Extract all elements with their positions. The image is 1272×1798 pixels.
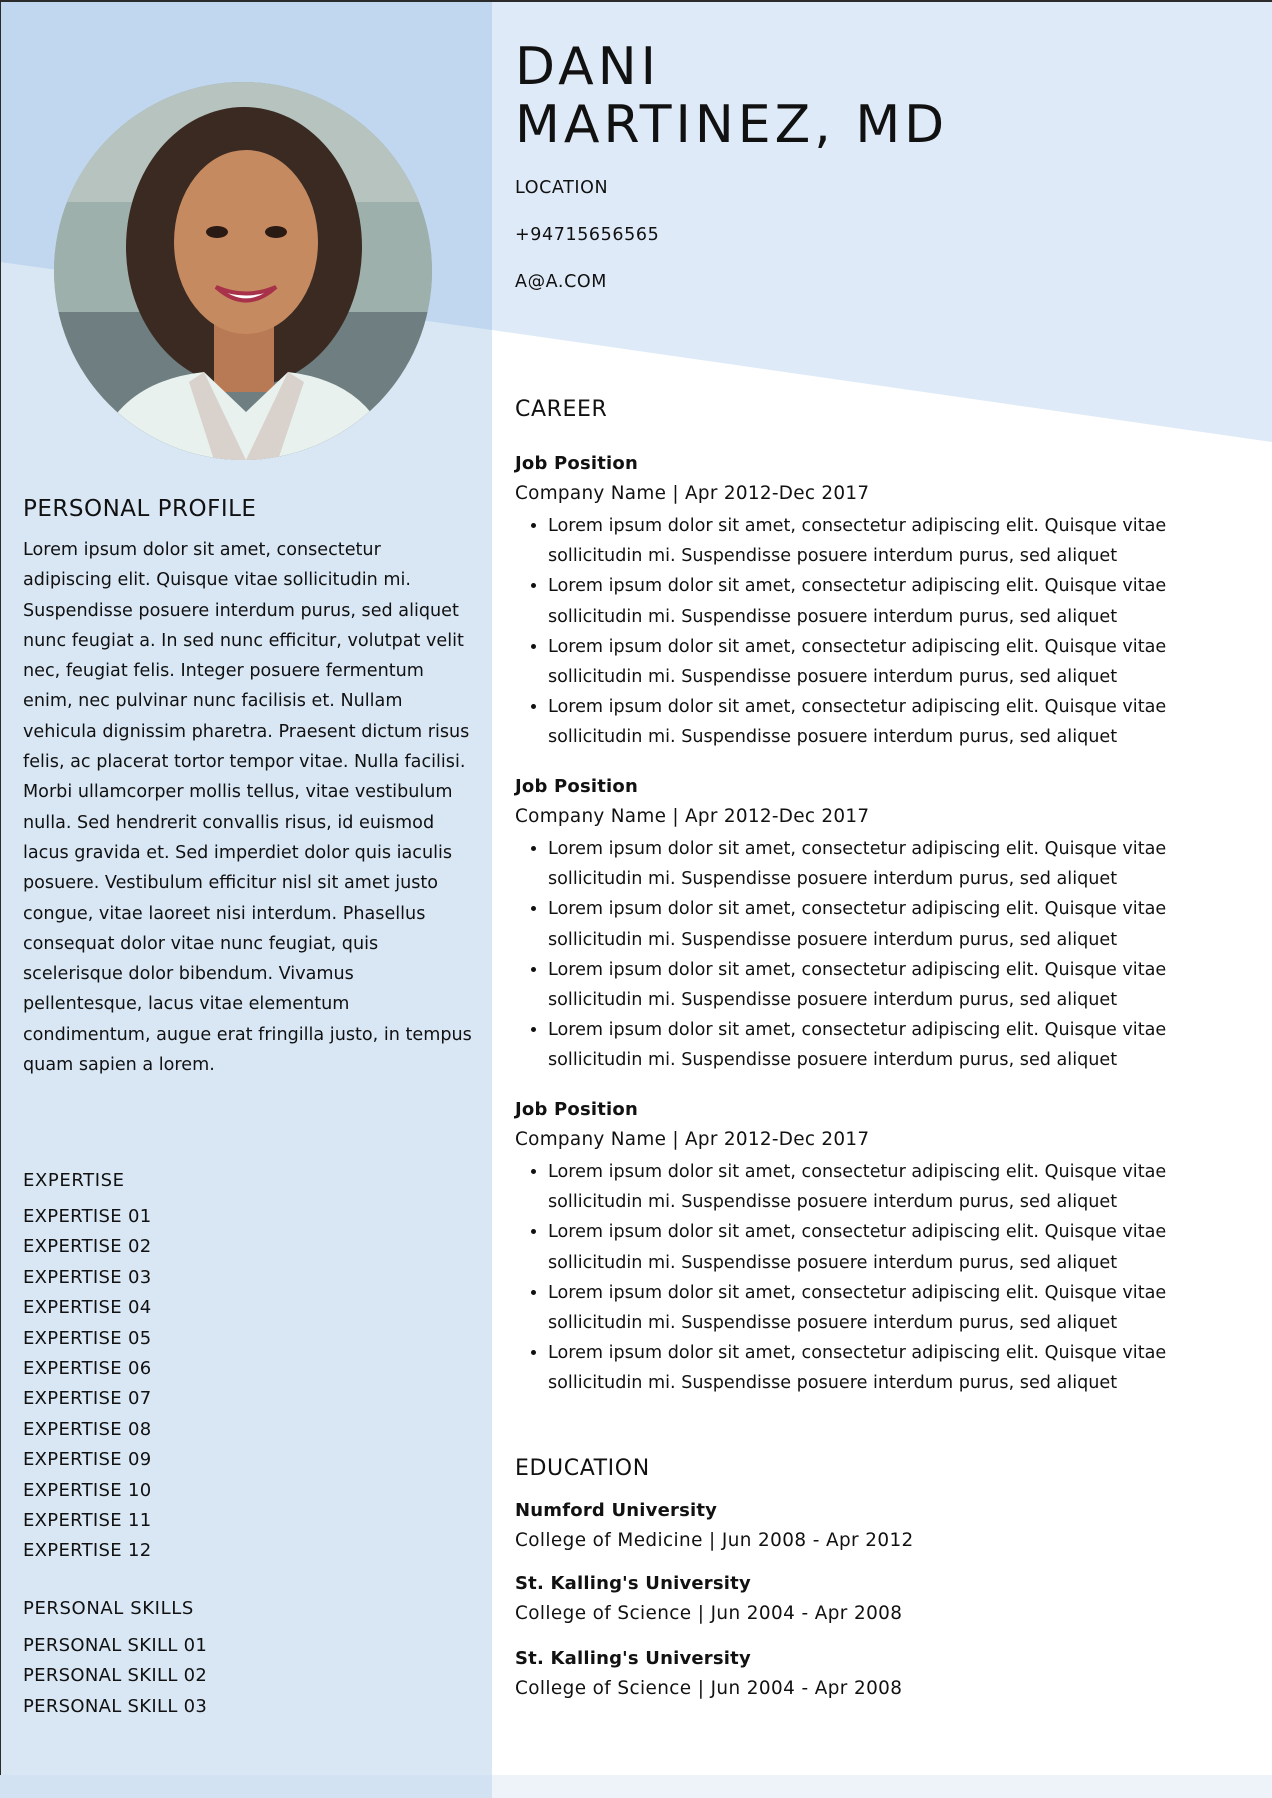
education-entry <box>515 1569 1255 1629</box>
job-entry <box>515 772 1255 1076</box>
phone-text: +94715656565 <box>515 225 660 245</box>
school-name: Numford University <box>515 1500 718 1521</box>
job-company: Company Name | Apr 2012-Dec 2017 <box>515 1129 870 1150</box>
job-bullets <box>515 834 1255 1076</box>
list-item: PERSONAL SKILL 01 <box>23 1635 208 1656</box>
school-detail: College of Medicine | Jun 2008 - Apr 2012 <box>515 1530 914 1551</box>
list-item: • Lorem ipsum dolor sit amet, consectetur adipiscing elit. Quisque vitae sollicitudin mi. Suspendisse posuere interdum purus, sed aliquet <box>548 1278 1255 1338</box>
expertise-list <box>23 1202 151 1567</box>
list-item: • Lorem ipsum dolor sit amet, consectetur adipiscing elit. Quisque vitae sollicitudin mi. Suspendisse posuere interdum purus, sed aliquet <box>548 955 1255 1015</box>
list-item: PERSONAL SKILL 02 <box>23 1665 208 1687</box>
profile-text: Lorem ipsum dolor sit amet, consectetur adipiscing elit. Quisque vitae sollicitudin mi. Suspendisse posuere interdum purus, sed aliquet nunc feugiat a. In sed nunc efficitur, volutpat velit nec, feugiat felis. Integer posuere fermentum enim, nec pulvinar nunc facilisis et. Nullam vehicula dignissim pharetra. Praesent dictum risus felis, ac placerat tortor tempor vitae. Nulla facilisi. Morbi ullamcorper mollis tellus, vitae vestibulum nulla. Sed hendrerit convallis risus, id euismod lacus gravida et. Sed imperdiet dolor quis iaculis posuere. Vestibulum efficitur nisl sit amet justo congue, vitae laoreet nisi interdum. Phasellus consequat dolor vitae nunc feugiat, quis scelerisque dolor bibendum. Vivamus pellentesque, lacus vitae elementum condimentum, augue erat fringilla justo, in tempus quam sapien a lorem. <box>23 540 472 1076</box>
skills-title: PERSONAL SKILLS <box>23 1598 194 1619</box>
education-entry <box>515 1644 1255 1704</box>
job-bullets <box>515 511 1255 753</box>
job-company: Company Name | Apr 2012-Dec 2017 <box>515 483 870 504</box>
list-item: EXPERTISE 04 <box>23 1297 152 1319</box>
list-item: • Lorem ipsum dolor sit amet, consectetur adipiscing elit. Quisque vitae sollicitudin mi. Suspendisse posuere interdum purus, sed aliquet <box>548 571 1255 631</box>
list-item: PERSONAL SKILL 03 <box>23 1695 208 1717</box>
profile-title: PERSONAL PROFILE <box>23 496 257 522</box>
job-position: Job Position <box>515 776 639 797</box>
list-item: • Lorem ipsum dolor sit amet, consectetur adipiscing elit. Quisque vitae sollicitudin mi. Suspendisse posuere interdum purus, sed aliquet <box>548 834 1255 894</box>
expertise-title: EXPERTISE <box>23 1170 125 1191</box>
list-item: EXPERTISE 05 <box>23 1327 152 1349</box>
career-title: CAREER <box>515 397 608 422</box>
list-item: EXPERTISE 09 <box>23 1449 152 1471</box>
list-item: • Lorem ipsum dolor sit amet, consectetur adipiscing elit. Quisque vitae sollicitudin mi. Suspendisse posuere interdum purus, sed aliquet <box>548 692 1255 752</box>
list-item: EXPERTISE 11 <box>23 1509 152 1531</box>
education-title: EDUCATION <box>515 1456 650 1481</box>
job-position: Job Position <box>515 453 639 474</box>
education-entry <box>515 1496 1255 1556</box>
list-item: • Lorem ipsum dolor sit amet, consectetur adipiscing elit. Quisque vitae sollicitudin mi. Suspendisse posuere interdum purus, sed aliquet <box>548 632 1255 692</box>
list-item: • Lorem ipsum dolor sit amet, consectetur adipiscing elit. Quisque vitae sollicitudin mi. Suspendisse posuere interdum purus, sed aliquet <box>548 1217 1255 1277</box>
list-item: EXPERTISE 06 <box>23 1357 152 1379</box>
main-column <box>492 0 1272 1798</box>
name-line-1: DANI <box>515 37 660 97</box>
list-item: EXPERTISE 02 <box>23 1236 152 1258</box>
name-line-2: MARTINEZ, MD <box>515 95 949 155</box>
list-item: EXPERTISE 01 <box>23 1206 152 1227</box>
job-entry <box>515 1095 1255 1399</box>
portrait-photo <box>54 82 432 460</box>
job-position: Job Position <box>515 1099 639 1120</box>
list-item: • Lorem ipsum dolor sit amet, consectetur adipiscing elit. Quisque vitae sollicitudin mi. Suspendisse posuere interdum purus, sed aliquet <box>548 894 1255 954</box>
list-item: EXPERTISE 12 <box>23 1540 152 1562</box>
list-item: EXPERTISE 10 <box>23 1479 152 1501</box>
list-item: • Lorem ipsum dolor sit amet, consectetur adipiscing elit. Quisque vitae sollicitudin mi. Suspendisse posuere interdum purus, sed aliquet <box>548 511 1255 571</box>
list-item: EXPERTISE 08 <box>23 1418 152 1440</box>
location-text: LOCATION <box>515 178 609 198</box>
job-company: Company Name | Apr 2012-Dec 2017 <box>515 806 870 827</box>
list-item: EXPERTISE 03 <box>23 1266 152 1288</box>
job-bullets <box>515 1157 1255 1399</box>
school-name: St. Kalling's University <box>515 1573 751 1594</box>
list-item: • Lorem ipsum dolor sit amet, consectetur adipiscing elit. Quisque vitae sollicitudin mi. Suspendisse posuere interdum purus, sed aliquet <box>548 1157 1255 1217</box>
list-item: • Lorem ipsum dolor sit amet, consectetur adipiscing elit. Quisque vitae sollicitudin mi. Suspendisse posuere interdum purus, sed aliquet <box>548 1338 1255 1398</box>
school-detail: College of Science | Jun 2004 - Apr 2008 <box>515 1678 903 1699</box>
full-name <box>515 38 948 154</box>
sidebar <box>0 0 492 1798</box>
list-item: EXPERTISE 07 <box>23 1388 152 1410</box>
email-text: A@A.COM <box>515 272 607 292</box>
skills-list <box>23 1631 207 1722</box>
job-entry <box>515 449 1255 753</box>
list-item: • Lorem ipsum dolor sit amet, consectetur adipiscing elit. Quisque vitae sollicitudin mi. Suspendisse posuere interdum purus, sed aliquet <box>548 1015 1255 1075</box>
school-detail: College of Science | Jun 2004 - Apr 2008 <box>515 1603 903 1624</box>
school-name: St. Kalling's University <box>515 1648 751 1669</box>
